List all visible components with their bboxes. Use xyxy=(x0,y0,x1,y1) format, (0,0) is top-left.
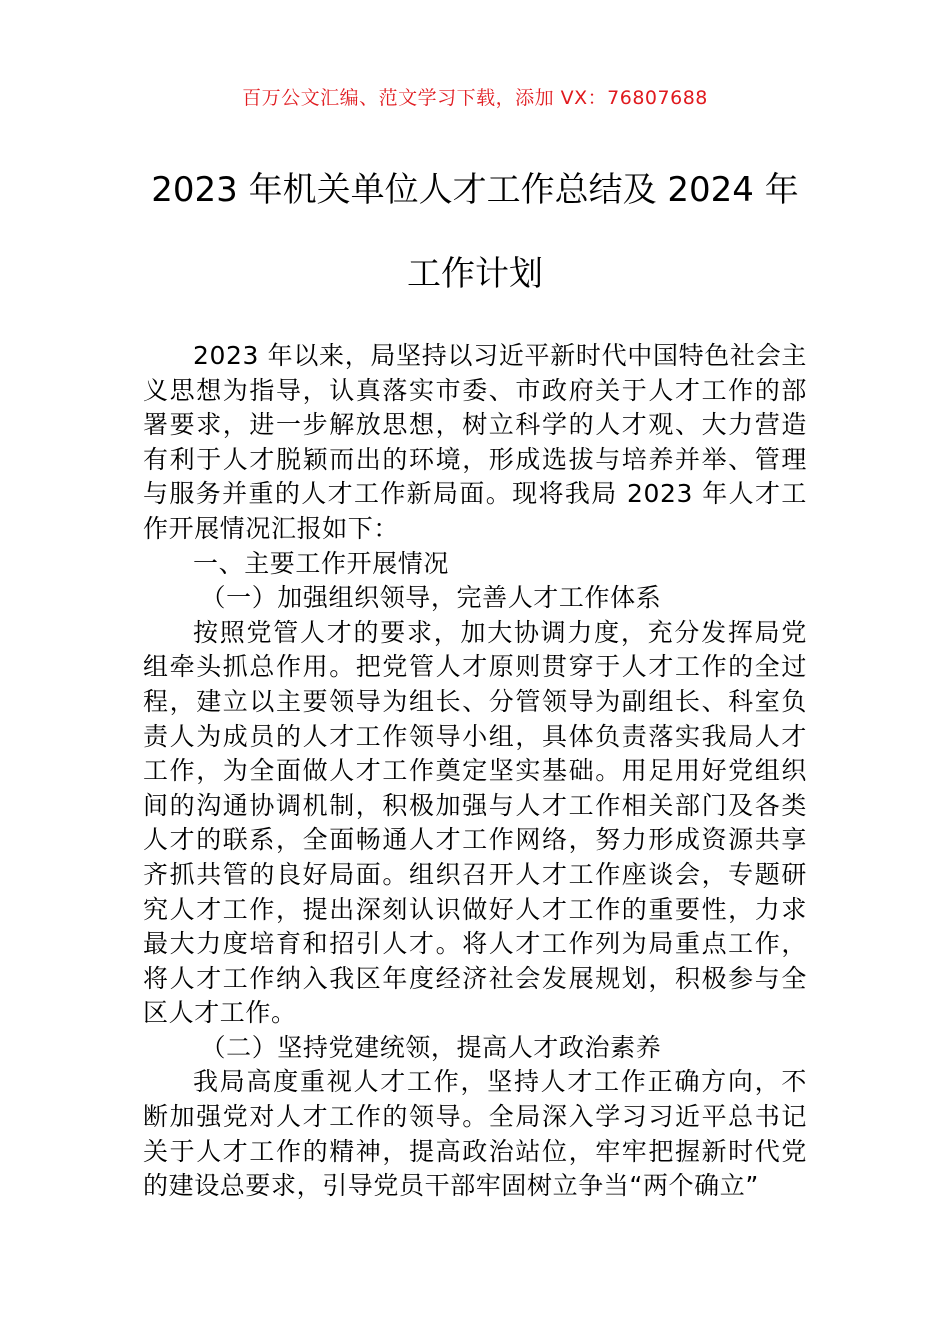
document-body xyxy=(143,339,807,1204)
subsection-body-organization: 按照党管人才的要求，加大协调力度，充分发挥局党组牵头抓总作用。把党管人才原则贯穿于人才工作的全过程，建立以主要领导为组长、分管领导为副组长、科室负责人为成员的人才工作领导小组，具体负责落实我局人才工作，为全面做人才工作奠定坚实基础。用足用好党组织间的沟通协调机制，积极加强与人才工作相关部门及各类人才的联系，全面畅通人才工作网络，努力形成资源共享齐抓共管的良好局面。组织召开人才工作座谈会，专题研究人才工作，提出深刻认识做好人才工作的重要性，力求最大力度培育和招引人才。将人才工作列为局重点工作，将人才工作纳入我区年度经济社会发展规划，积极参与全区人才工作。 xyxy=(143,617,807,1028)
download-notice: 百万公文汇编、范文学习下载，添加 VX：76807688 xyxy=(242,87,708,109)
document-title: 2023 年机关单位人才工作总结及 2024 年工作计划 xyxy=(151,170,799,294)
section-heading-main-work: 一、主要工作开展情况 xyxy=(193,548,450,578)
subsection-body-party-building: 我局高度重视人才工作，坚持人才工作正确方向，不断加强党对人才工作的领导。全局深入学习习近平总书记关于人才工作的精神，提高政治站位，牢牢把握新时代党的建设总要求，引导党员干部牢固树立争当“两个确立” xyxy=(143,1067,807,1201)
subsection-heading-party-building: （二）坚持党建统领，提高人才政治素养 xyxy=(200,1032,662,1062)
intro-paragraph: 2023 年以来，局坚持以习近平新时代中国特色社会主义思想为指导，认真落实市委、市政府关于人才工作的部署要求，进一步解放思想，树立科学的人才观、大力营造有利于人才脱颖而出的环境，形成选拔与培养并举、管理与服务并重的人才工作新局面。现将我局 2023 年人才工作开展情况汇报如下： xyxy=(143,341,807,543)
subsection-heading-organization: （一）加强组织领导，完善人才工作体系 xyxy=(200,583,662,613)
